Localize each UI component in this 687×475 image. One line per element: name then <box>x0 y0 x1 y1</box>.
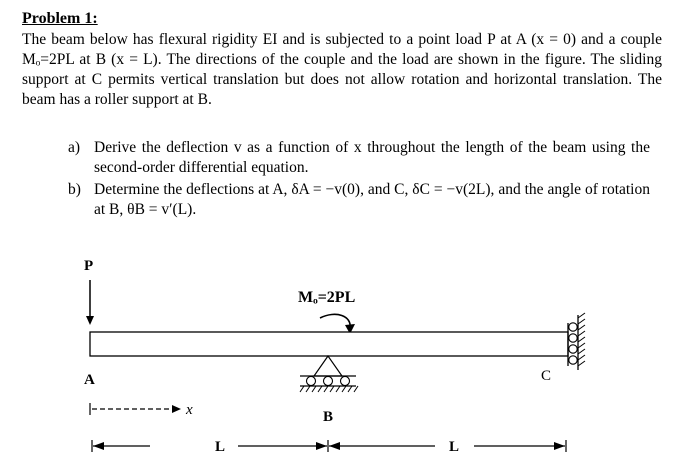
x-axis-label: x <box>186 402 193 418</box>
dimension-span-2 <box>329 440 566 452</box>
couple-arrow-icon <box>320 314 355 334</box>
x-axis-arrow <box>90 403 181 415</box>
beam <box>90 332 568 356</box>
sliding-support-c <box>568 313 585 370</box>
couple-label: Mₒ=2PL <box>298 289 356 306</box>
load-arrow <box>86 280 94 325</box>
point-b-label: B <box>323 409 334 425</box>
problem-statement: The beam below has flexural rigidity EI and is subjected to a point load P at A (x = 0) and a couple Mₒ=2PL at B (x = L). The directions of the couple and the load are shown in the figure. The sliding support at C permits vertical translation but does not allow rotation and horizontal translation. The beam has a roller support at B. <box>22 31 662 108</box>
roller-support-b <box>300 356 358 392</box>
span-2-label: L <box>449 439 460 455</box>
load-label: P <box>84 258 94 274</box>
part-a-text: Derive the deflection v as a function of x throughout the length of the beam using the second-order differential equation. <box>94 139 650 176</box>
part-b-label: b) <box>68 181 81 198</box>
span-1-label: L <box>215 439 226 455</box>
part-a-label: a) <box>68 139 81 156</box>
part-b-text: Determine the deflections at A, δA = −v(0), and C, δC = −v(2L), and the angle of rotation at B, θB = v′(L). <box>94 181 650 218</box>
point-a-label: A <box>84 372 95 388</box>
point-c-label: C <box>541 368 552 384</box>
dimension-span-1 <box>92 440 328 452</box>
problem-title: Problem 1: <box>22 10 98 27</box>
